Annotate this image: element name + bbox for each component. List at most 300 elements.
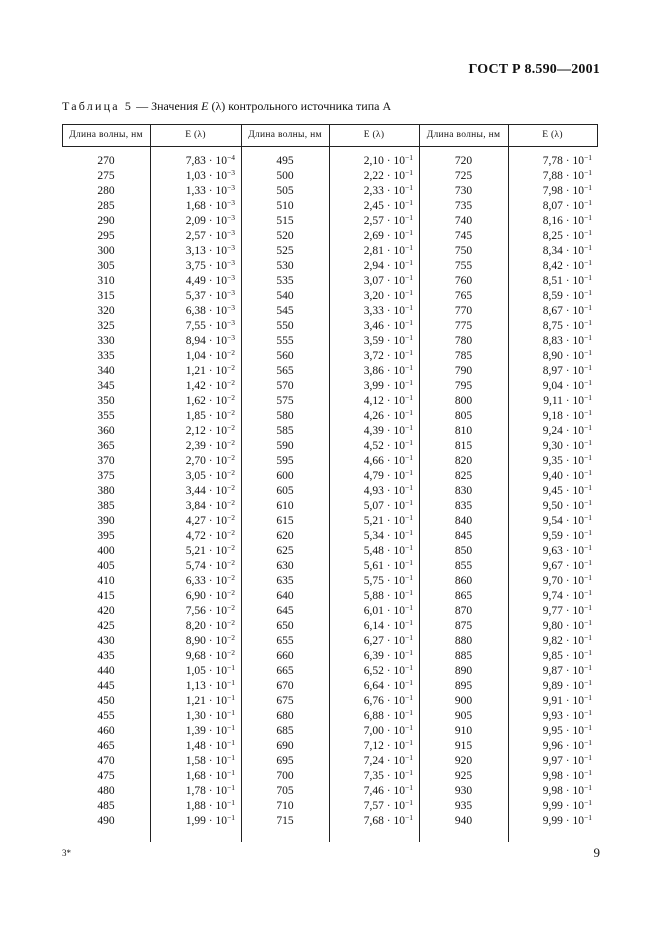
mantissa: 9,11	[543, 395, 563, 407]
mantissa: 4,27	[185, 515, 206, 527]
mantissa: 7,24	[363, 755, 384, 767]
wavelength-cell: 515	[276, 215, 294, 227]
e-lambda-cell	[150, 214, 235, 229]
e-lambda-cell	[508, 214, 592, 229]
e-lambda-cell	[329, 574, 413, 589]
e-lambda-cell	[150, 169, 235, 184]
mantissa: 9,30	[542, 440, 563, 452]
e-lambda-cell	[329, 619, 413, 634]
header-e-lambda: E (λ)	[185, 130, 206, 140]
wavelength-cell: 505	[276, 185, 294, 197]
mantissa: 9,80	[542, 620, 563, 632]
exponent: −1	[584, 603, 592, 612]
mantissa: 3,72	[363, 350, 384, 362]
wavelength-cell: 825	[454, 470, 473, 482]
times-ten: · 10	[383, 815, 406, 827]
mantissa: 1,62	[185, 395, 206, 407]
wavelength-cell: 635	[276, 575, 294, 587]
wavelength-cell: 690	[276, 740, 294, 752]
mantissa: 9,99	[542, 815, 563, 827]
wavelength-cell: 435	[97, 650, 115, 662]
e-lambda-cell	[150, 799, 235, 814]
wavelength-cell: 900	[454, 695, 473, 707]
wavelength-cell: 465	[97, 740, 115, 752]
times-ten: · 10	[383, 455, 406, 467]
e-lambda-cell	[150, 184, 235, 199]
e-lambda-cell	[508, 379, 592, 394]
exponent: −1	[584, 393, 592, 402]
wavelength-cell: 755	[454, 260, 473, 272]
times-ten: · 10	[205, 200, 228, 212]
mantissa: 7,00	[363, 725, 384, 737]
exponent: −1	[584, 558, 592, 567]
mantissa: 1,04	[185, 350, 206, 362]
wavelength-cell: 285	[97, 200, 115, 212]
mantissa: 3,46	[363, 320, 384, 332]
e-lambda-cell	[150, 424, 235, 439]
wavelength-cell: 930	[454, 785, 473, 797]
e-lambda-cell	[329, 709, 413, 724]
times-ten: · 10	[562, 335, 585, 347]
exponent: −1	[405, 333, 413, 342]
times-ten: · 10	[562, 200, 585, 212]
exponent: −1	[584, 768, 592, 777]
times-ten: · 10	[562, 320, 585, 332]
e-lambda-cell	[508, 784, 592, 799]
mantissa: 9,97	[542, 755, 563, 767]
mantissa: 1,21	[185, 365, 206, 377]
footer-mark: 3*	[62, 848, 71, 858]
e-lambda-cell	[329, 604, 413, 619]
mantissa: 6,52	[363, 665, 384, 677]
table-caption-rest: (λ) контрольного источника типа А	[208, 99, 392, 113]
e-lambda-cell	[329, 274, 413, 289]
exponent: −1	[405, 168, 413, 177]
exponent: −1	[584, 588, 592, 597]
e-lambda-cell	[329, 439, 413, 454]
wavelength-cell: 885	[454, 650, 473, 662]
exponent: −1	[405, 588, 413, 597]
e-lambda-cell	[329, 454, 413, 469]
e-lambda-cell	[150, 814, 235, 829]
mantissa: 3,75	[185, 260, 206, 272]
mantissa: 8,51	[542, 275, 563, 287]
mantissa: 2,70	[185, 455, 206, 467]
exponent: −1	[584, 678, 592, 687]
e-lambda-cell	[508, 544, 592, 559]
times-ten: · 10	[562, 395, 585, 407]
exponent: −1	[405, 678, 413, 687]
exponent: −1	[405, 618, 413, 627]
exponent: −1	[405, 783, 413, 792]
e-lambda-cell	[150, 679, 235, 694]
times-ten: · 10	[205, 155, 228, 167]
wavelength-cell: 760	[454, 275, 473, 287]
mantissa: 8,94	[185, 335, 206, 347]
e-lambda-cell	[508, 559, 592, 574]
wavelength-cell: 575	[276, 395, 294, 407]
e-lambda-cell	[508, 754, 592, 769]
times-ten: · 10	[205, 440, 228, 452]
times-ten: · 10	[205, 425, 228, 437]
times-ten: · 10	[383, 770, 406, 782]
e-lambda-cell	[508, 664, 592, 679]
table-caption-prefix: Таблица 5	[62, 99, 134, 113]
e-lambda-cell	[329, 589, 413, 604]
times-ten: · 10	[562, 785, 585, 797]
mantissa: 4,72	[185, 530, 206, 542]
e-lambda-cell	[508, 694, 592, 709]
times-ten: · 10	[383, 605, 406, 617]
wavelength-cell: 745	[454, 230, 473, 242]
times-ten: · 10	[562, 545, 585, 557]
e-lambda-cell	[329, 154, 413, 169]
mantissa: 9,68	[185, 650, 206, 662]
e-lambda-cell	[329, 334, 413, 349]
wavelength-cell: 855	[454, 560, 473, 572]
mantissa: 3,05	[185, 470, 206, 482]
mantissa: 5,34	[363, 530, 384, 542]
document-header: ГОСТ Р 8.590—2001	[468, 62, 600, 77]
e-lambda-cell	[508, 739, 592, 754]
value-column	[508, 154, 592, 829]
mantissa: 7,56	[185, 605, 206, 617]
e-lambda-cell	[329, 799, 413, 814]
exponent: −1	[405, 813, 413, 822]
e-lambda-cell	[508, 184, 592, 199]
exponent: −1	[584, 288, 592, 297]
mantissa: 5,88	[363, 590, 384, 602]
exponent: −1	[227, 678, 235, 687]
exponent: −2	[227, 468, 235, 477]
mantissa: 8,20	[185, 620, 206, 632]
times-ten: · 10	[383, 695, 406, 707]
exponent: −3	[227, 168, 235, 177]
times-ten: · 10	[383, 320, 406, 332]
times-ten: · 10	[383, 425, 406, 437]
e-lambda-cell	[329, 694, 413, 709]
exponent: −1	[584, 723, 592, 732]
exponent: −2	[227, 453, 235, 462]
times-ten: · 10	[205, 350, 228, 362]
mantissa: 1,13	[185, 680, 206, 692]
exponent: −3	[227, 303, 235, 312]
e-lambda-cell	[150, 559, 235, 574]
mantissa: 9,96	[542, 740, 563, 752]
times-ten: · 10	[383, 365, 406, 377]
mantissa: 7,12	[363, 740, 384, 752]
wavelength-cell: 640	[276, 590, 294, 602]
mantissa: 6,27	[363, 635, 384, 647]
mantissa: 1,68	[185, 200, 206, 212]
mantissa: 5,61	[363, 560, 384, 572]
exponent: −1	[405, 723, 413, 732]
exponent: −1	[584, 798, 592, 807]
wavelength-cell: 790	[454, 365, 473, 377]
times-ten: · 10	[205, 560, 228, 572]
wavelength-cell: 890	[454, 665, 473, 677]
exponent: −1	[227, 783, 235, 792]
times-ten: · 10	[562, 440, 585, 452]
mantissa: 9,77	[542, 605, 563, 617]
exponent: −2	[227, 438, 235, 447]
wavelength-cell: 405	[97, 560, 115, 572]
e-lambda-cell	[508, 679, 592, 694]
e-lambda-cell	[150, 274, 235, 289]
times-ten: · 10	[383, 665, 406, 677]
value-column	[329, 154, 413, 829]
mantissa: 2,09	[185, 215, 206, 227]
times-ten: · 10	[383, 560, 406, 572]
wavelength-cell: 830	[454, 485, 473, 497]
times-ten: · 10	[383, 305, 406, 317]
exponent: −1	[584, 738, 592, 747]
e-lambda-cell	[329, 469, 413, 484]
exponent: −2	[227, 588, 235, 597]
mantissa: 2,57	[185, 230, 206, 242]
e-lambda-cell	[329, 259, 413, 274]
times-ten: · 10	[205, 710, 228, 722]
e-lambda-cell	[150, 784, 235, 799]
times-ten: · 10	[562, 530, 585, 542]
e-lambda-cell	[508, 814, 592, 829]
wavelength-cell: 470	[97, 755, 115, 767]
mantissa: 9,91	[542, 695, 563, 707]
table-caption	[62, 99, 391, 114]
e-lambda-cell	[508, 409, 592, 424]
mantissa: 5,48	[363, 545, 384, 557]
times-ten: · 10	[562, 425, 585, 437]
mantissa: 3,44	[185, 485, 206, 497]
times-ten: · 10	[383, 200, 406, 212]
exponent: −3	[227, 318, 235, 327]
times-ten: · 10	[383, 785, 406, 797]
wavelength-cell: 415	[97, 590, 115, 602]
times-ten: · 10	[205, 395, 228, 407]
times-ten: · 10	[205, 470, 228, 482]
mantissa: 9,18	[542, 410, 563, 422]
wavelength-cell: 665	[276, 665, 294, 677]
wavelength-cell: 735	[454, 200, 473, 212]
exponent: −1	[405, 633, 413, 642]
times-ten: · 10	[205, 455, 228, 467]
mantissa: 2,94	[363, 260, 384, 272]
e-lambda-cell	[329, 754, 413, 769]
e-lambda-cell	[508, 604, 592, 619]
wavelength-cell: 570	[276, 380, 294, 392]
mantissa: 2,57	[363, 215, 384, 227]
wavelength-cell: 375	[97, 470, 115, 482]
e-lambda-cell	[150, 289, 235, 304]
mantissa: 3,59	[363, 335, 384, 347]
e-lambda-cell	[508, 634, 592, 649]
wavelength-cell: 425	[97, 620, 115, 632]
e-lambda-cell	[329, 559, 413, 574]
times-ten: · 10	[383, 590, 406, 602]
e-lambda-cell	[329, 424, 413, 439]
mantissa: 1,85	[185, 410, 206, 422]
exponent: −1	[405, 573, 413, 582]
wavelength-cell: 705	[276, 785, 294, 797]
e-lambda-cell	[329, 379, 413, 394]
mantissa: 5,74	[185, 560, 206, 572]
exponent: −1	[405, 438, 413, 447]
times-ten: · 10	[562, 770, 585, 782]
times-ten: · 10	[205, 305, 228, 317]
wavelength-cell: 695	[276, 755, 294, 767]
exponent: −1	[584, 318, 592, 327]
wavelength-cell: 325	[97, 320, 115, 332]
times-ten: · 10	[205, 500, 228, 512]
wavelength-cell: 800	[454, 395, 473, 407]
exponent: −1	[405, 273, 413, 282]
mantissa: 9,45	[542, 485, 563, 497]
exponent: −1	[584, 303, 592, 312]
e-lambda-cell	[508, 529, 592, 544]
times-ten: · 10	[205, 800, 228, 812]
wavelength-cell: 355	[97, 410, 115, 422]
e-lambda-cell	[150, 379, 235, 394]
e-lambda-cell	[508, 334, 592, 349]
exponent: −1	[584, 243, 592, 252]
e-lambda-cell	[508, 199, 592, 214]
wavelength-cell: 730	[454, 185, 473, 197]
wavelength-cell: 660	[276, 650, 294, 662]
exponent: −2	[227, 633, 235, 642]
times-ten: · 10	[205, 635, 228, 647]
times-ten: · 10	[205, 605, 228, 617]
mantissa: 8,34	[542, 245, 563, 257]
times-ten: · 10	[383, 710, 406, 722]
wavelength-cell: 520	[276, 230, 294, 242]
e-lambda-cell	[329, 814, 413, 829]
mantissa: 7,57	[363, 800, 384, 812]
wavelength-cell: 495	[276, 155, 294, 167]
header-wavelength: Длина волны, нм	[69, 130, 143, 140]
wavelength-cell: 330	[97, 335, 115, 347]
page-number: 9	[593, 845, 600, 860]
mantissa: 6,64	[363, 680, 384, 692]
times-ten: · 10	[562, 665, 585, 677]
times-ten: · 10	[205, 245, 228, 257]
times-ten: · 10	[383, 440, 406, 452]
e-lambda-cell	[150, 694, 235, 709]
exponent: −2	[227, 543, 235, 552]
times-ten: · 10	[383, 350, 406, 362]
times-ten: · 10	[205, 725, 228, 737]
exponent: −1	[405, 663, 413, 672]
times-ten: · 10	[562, 290, 585, 302]
times-ten: · 10	[383, 380, 406, 392]
mantissa: 1,03	[185, 170, 206, 182]
times-ten: · 10	[383, 395, 406, 407]
e-lambda-cell	[329, 514, 413, 529]
wavelength-cell: 475	[97, 770, 115, 782]
e-lambda-cell	[508, 289, 592, 304]
e-lambda-cell	[329, 169, 413, 184]
exponent: −3	[227, 243, 235, 252]
wavelength-cell: 335	[97, 350, 115, 362]
wavelength-cell: 795	[454, 380, 473, 392]
wavelength-cell: 510	[276, 200, 294, 212]
mantissa: 8,97	[542, 365, 563, 377]
e-lambda-cell	[329, 364, 413, 379]
wavelength-cell: 915	[454, 740, 473, 752]
wavelength-cell: 750	[454, 245, 473, 257]
times-ten: · 10	[562, 305, 585, 317]
times-ten: · 10	[205, 530, 228, 542]
times-ten: · 10	[383, 515, 406, 527]
e-lambda-cell	[508, 154, 592, 169]
times-ten: · 10	[205, 515, 228, 527]
wavelength-cell: 315	[97, 290, 115, 302]
wavelength-cell: 785	[454, 350, 473, 362]
exponent: −1	[405, 708, 413, 717]
wavelength-cell: 290	[97, 215, 115, 227]
exponent: −1	[584, 453, 592, 462]
mantissa: 9,98	[542, 785, 563, 797]
e-lambda-cell	[150, 334, 235, 349]
wavelength-cell: 490	[97, 815, 115, 827]
times-ten: · 10	[383, 545, 406, 557]
wavelength-cell: 840	[454, 515, 473, 527]
times-ten: · 10	[562, 455, 585, 467]
e-lambda-cell	[508, 229, 592, 244]
wavelength-cell: 880	[454, 635, 473, 647]
times-ten: · 10	[205, 770, 228, 782]
mantissa: 5,75	[363, 575, 384, 587]
exponent: −1	[584, 333, 592, 342]
e-lambda-cell	[329, 769, 413, 784]
mantissa: 4,79	[363, 470, 384, 482]
mantissa: 3,33	[363, 305, 384, 317]
mantissa: 9,35	[542, 455, 563, 467]
times-ten: · 10	[205, 785, 228, 797]
wavelength-cell: 720	[454, 155, 473, 167]
wavelength-cell: 850	[454, 545, 473, 557]
e-lambda-cell	[508, 454, 592, 469]
mantissa: 7,98	[542, 185, 563, 197]
e-lambda-cell	[329, 409, 413, 424]
e-lambda-cell	[329, 484, 413, 499]
mantissa: 1,48	[185, 740, 206, 752]
e-lambda-cell	[508, 484, 592, 499]
wavelength-cell: 420	[97, 605, 115, 617]
wavelength-cell: 610	[276, 500, 294, 512]
mantissa: 1,05	[185, 665, 206, 677]
times-ten: · 10	[383, 755, 406, 767]
wavelength-cell: 320	[97, 305, 115, 317]
exponent: −1	[584, 153, 592, 162]
times-ten: · 10	[205, 575, 228, 587]
exponent: −1	[227, 753, 235, 762]
e-lambda-cell	[150, 574, 235, 589]
times-ten: · 10	[562, 500, 585, 512]
times-ten: · 10	[383, 725, 406, 737]
e-lambda-cell	[150, 349, 235, 364]
times-ten: · 10	[383, 215, 406, 227]
exponent: −1	[405, 318, 413, 327]
mantissa: 5,21	[363, 515, 384, 527]
wavelength-cell: 400	[97, 545, 115, 557]
times-ten: · 10	[562, 740, 585, 752]
times-ten: · 10	[562, 275, 585, 287]
wavelength-column	[62, 154, 150, 829]
header-e-lambda: E (λ)	[542, 130, 563, 140]
wavelength-column	[241, 154, 329, 829]
e-lambda-cell	[150, 499, 235, 514]
times-ten: · 10	[383, 230, 406, 242]
